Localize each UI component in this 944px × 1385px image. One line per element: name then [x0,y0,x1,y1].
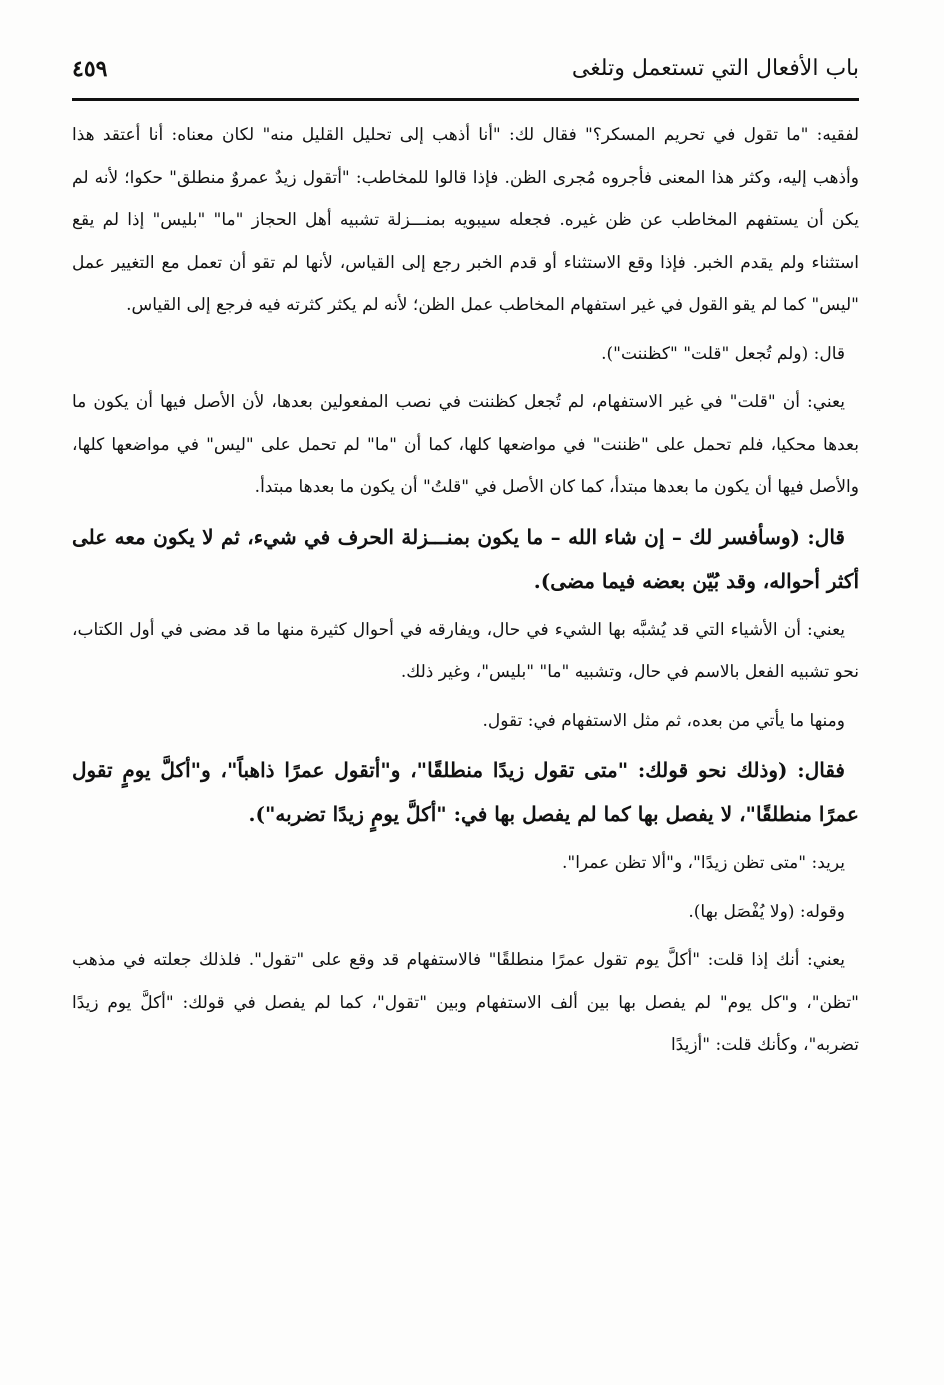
paragraph-5: يعني: أن الأشياء التي قد يُشبَّه بها الشيء في حال، ويفارقه في أحوال كثيرة منها ما قد مضى في أول الكتاب، نحو تشبيه الفعل بالاسم في حال، وتشبيه "ما" "بليس"، وغير ذلك. [72,619,859,682]
paragraph-2-quote: قال: (ولم تُجعل "قلت" "كظننت"). [601,343,845,364]
paragraph-10: يعني: أنك إذا قلت: "أكلَّ يوم تقول عمرًا منطلقًا" فالاستفهام قد وقع على "تقول". فلذلك جعلته في مذهب "تظن"، و"كل يوم" لم يفصل بها بين ألف الاستفهام وبين "تقول"، كما لم يفصل في قولك: "أكلَّ يوم زيدًا تضربه"، وكأنك قلت: "أزيدًا [72,950,859,1055]
paragraph-4-quote: قال: (وسأفسر لك – إن شاء الله – ما يكون بمنـــزلة الحرف في شيء، ثم لا يكون معه على أكثر أحواله، وقد بُيّن بعضه فيما مضى). [72,524,859,593]
paragraph-1: لفقيه: "ما تقول في تحريم المسكر؟" فقال لك: "أنا أذهب إلى تحليل القليل منه" لكان معناه: أنا أعتقد هذا وأذهب إليه، وكثر هذا المعنى فأجروه مُجرى الظن. فإذا قالوا للمخاطب: "أتقول زيدٌ عمروٌ منطلق" حكوا؛ لأنه لم يكن أن يستفهم المخاطب عن ظن غيره. فجعله سيبويه بمنـــزلة تشبيه أهل الحجاز "ما" "بليس" إذا لم يقع استثناء ولم يقدم الخبر. فإذا وقع الاستثناء أو قدم الخبر رجع إلى القياس، لأنها لم تقو أن تعمل مع التغيير عمل "ليس" كما لم يقو القول في غير استفهام المخاطب عمل الظن؛ لأنه لم يكثر كثرته فيه فرجع إلى القياس. [72,125,859,315]
page-body [72,114,859,1073]
paragraph-6: ومنها ما يأتي من بعده، ثم مثل الاستفهام في: تقول. [482,710,845,731]
page-number: ٤٥٩ [72,56,108,82]
chapter-title: باب الأفعال التي تستعمل وتلغى [571,56,859,81]
paragraph-7-quote: فقال: (وذلك نحو قولك: "متى تقول زيدًا منطلقًا"، و"أتقول عمرًا ذاهباً"، و"أكلَّ يومٍ تقول عمرًا منطلقًا"، لا يفصل بها كما لم يفصل بها في: "أكلَّ يومٍ زيدًا تضربه"). [72,758,859,826]
paragraph-9: وقوله: (ولا يُفْصَل بها). [688,901,845,922]
header-divider [72,98,859,101]
running-header [72,48,859,92]
paragraph-3: يعني: أن "قلت" في غير الاستفهام، لم تُجعل كظننت في نصب المفعولين بعدها، لأن الأصل فيها أن يكون ما بعدها محكيا، فلم تحمل على "ظننت" في مواضعها كلها، كما أن "ما" لم تحمل على "ليس" في مواضعها كلها، والأصل فيها أن يكون ما بعدها مبتدأ، كما كان الأصل في "قلتُ" أن يكون ما بعدها مبتدأ. [72,392,859,497]
paragraph-8: يريد: "متى تظن زيدًا"، و"ألا تظن عمرا". [561,853,845,873]
